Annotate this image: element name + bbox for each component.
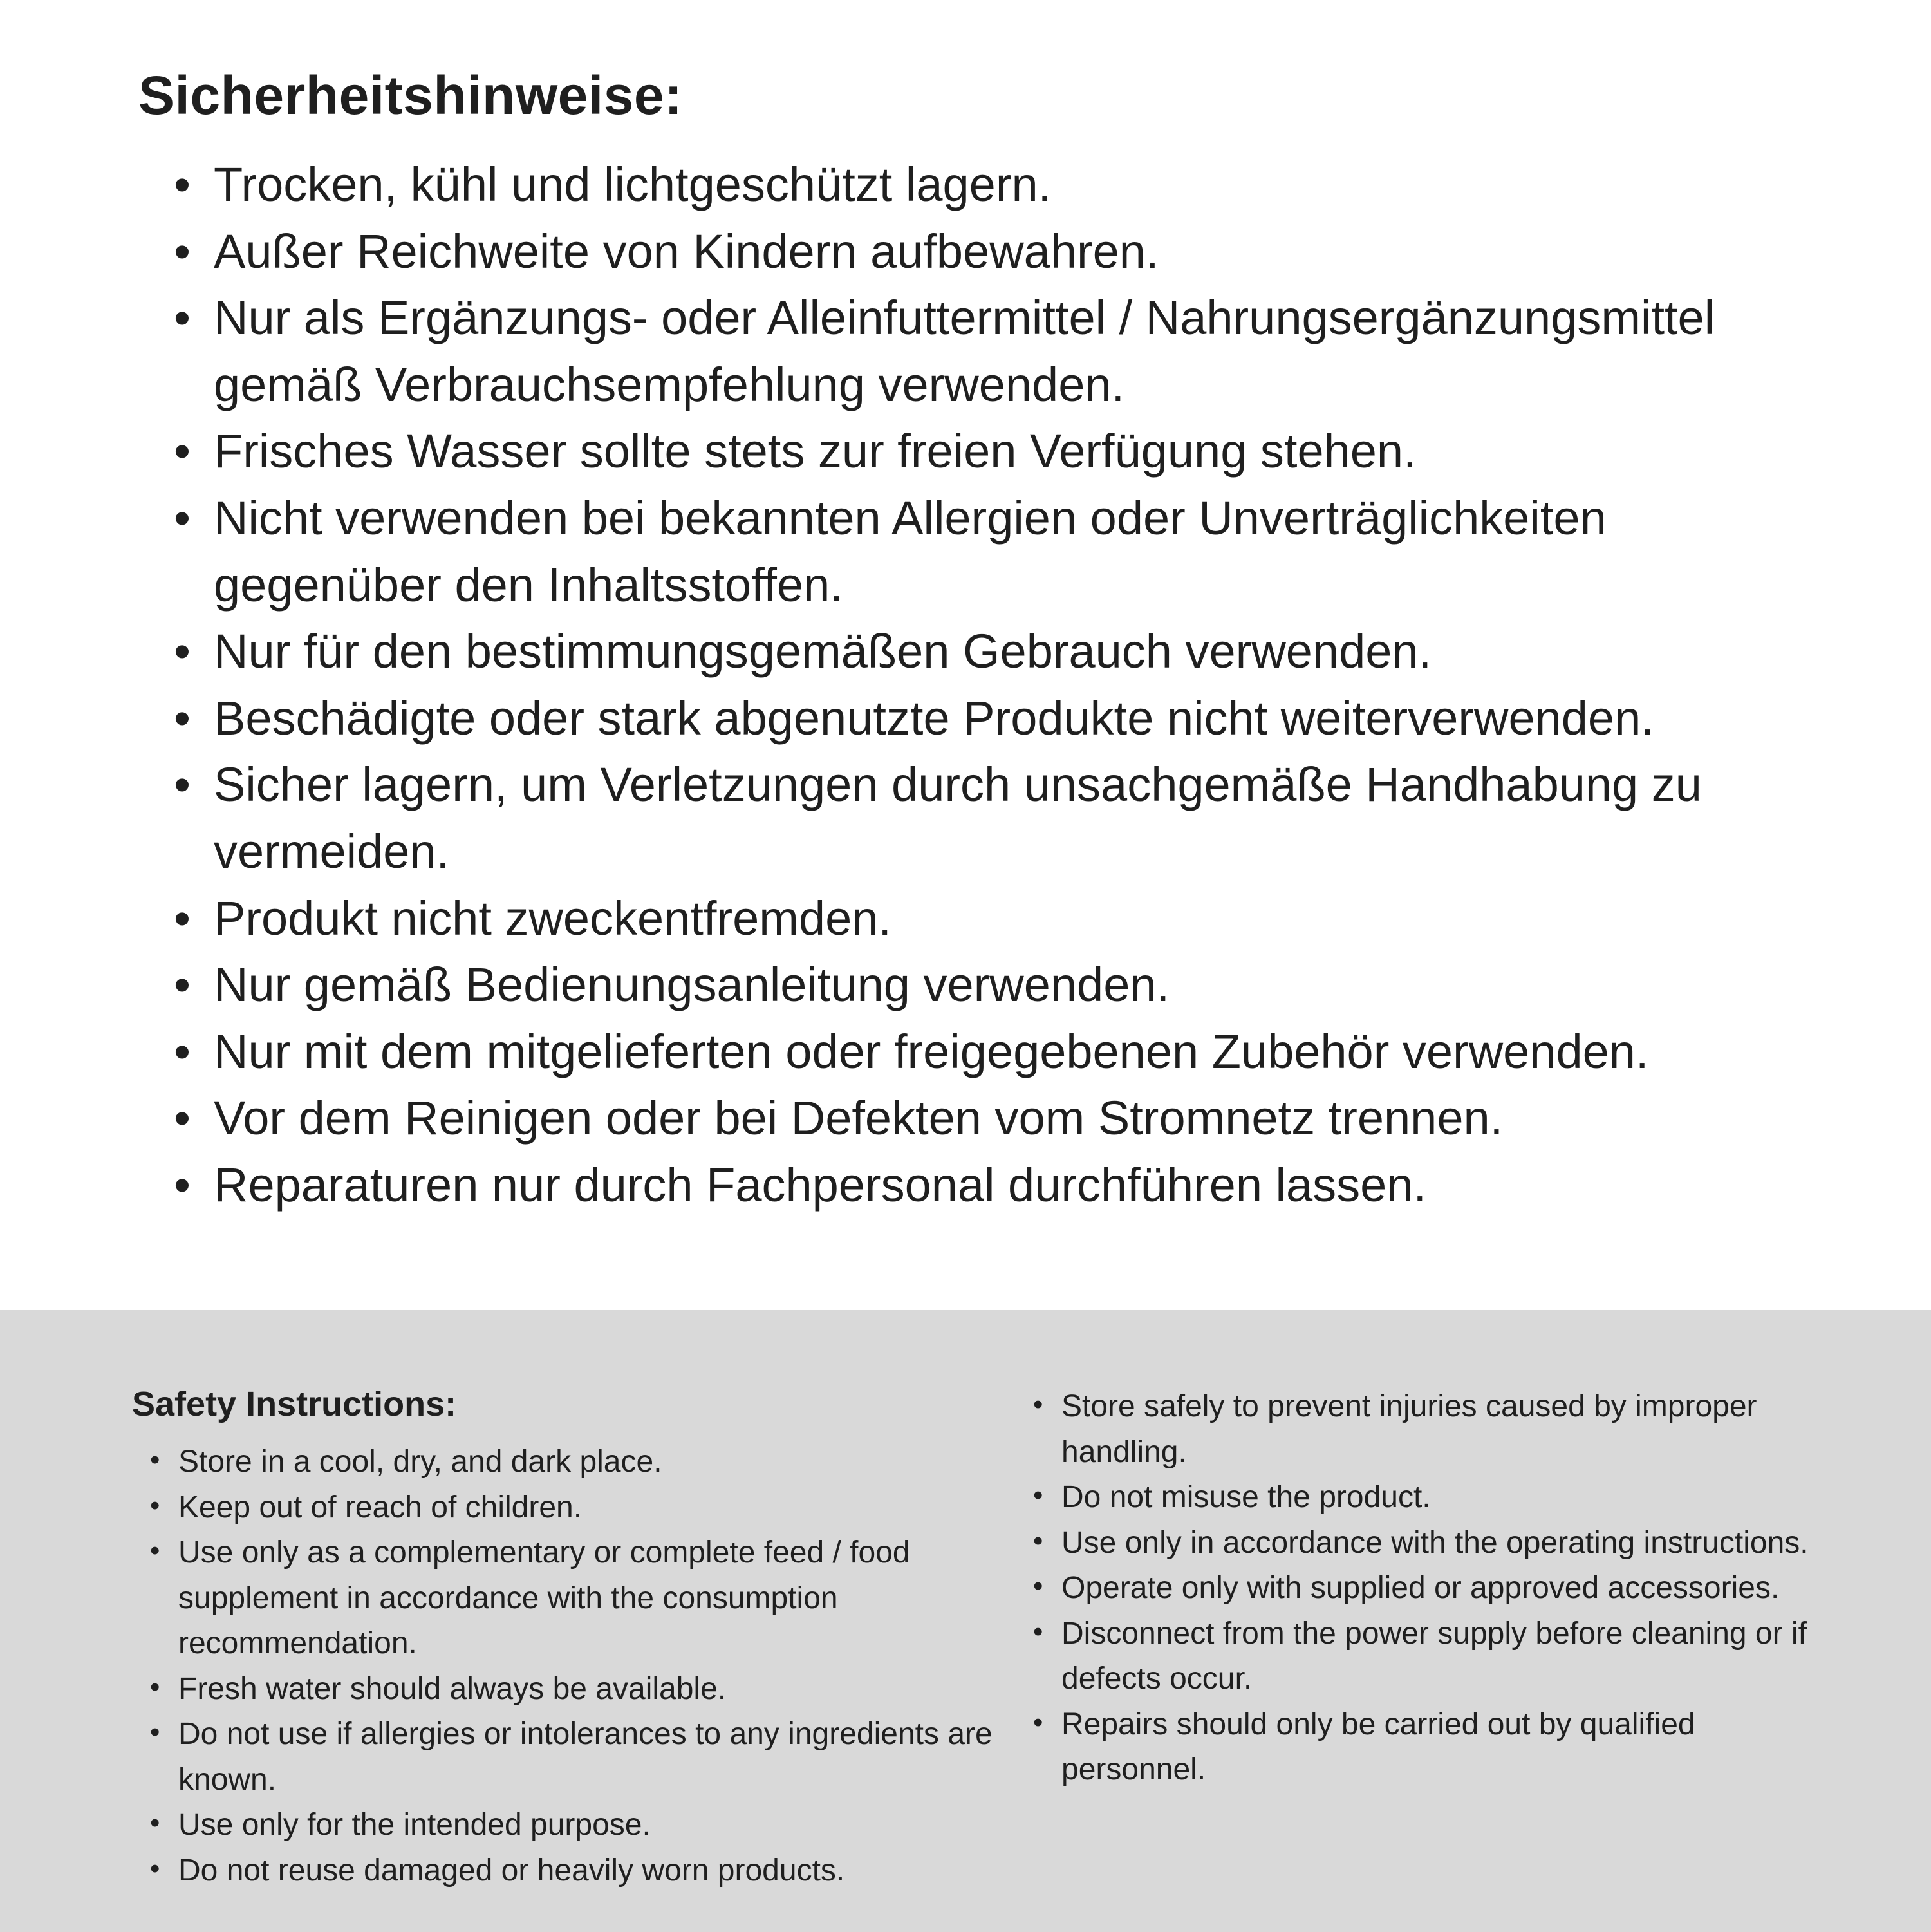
list-item: • Use only for the intended purpose. bbox=[150, 1803, 1033, 1848]
list-item: • Store in a cool, dry, and dark place. bbox=[150, 1440, 1033, 1485]
list-item: • Operate only with supplied or approved accessories. bbox=[1033, 1566, 1844, 1611]
list-item: • Do not reuse damaged or heavily worn products. bbox=[150, 1848, 1033, 1894]
list-item: • Nur gemäß Bedienungsanleitung verwenden. bbox=[174, 952, 1847, 1018]
list-item: • Use only as a complementary or complete feed / food supplement in accordance with the consumption recommendation. bbox=[150, 1530, 1033, 1667]
list-item: • Vor dem Reinigen oder bei Defekten vom Stromnetz trennen. bbox=[174, 1085, 1847, 1152]
list-item: • Store safely to prevent injuries caused by improper handling. bbox=[1033, 1384, 1844, 1475]
list-item: • Frisches Wasser sollte stets zur freien Verfügung stehen. bbox=[174, 418, 1847, 485]
list-item: • Disconnect from the power supply before cleaning or if defects occur. bbox=[1033, 1611, 1844, 1702]
list-item: • Fresh water should always be available. bbox=[150, 1667, 1033, 1712]
list-item: • Reparaturen nur durch Fachpersonal durchführen lassen. bbox=[174, 1152, 1847, 1219]
english-section-heading: Safety Instructions: bbox=[132, 1385, 457, 1423]
english-right-column bbox=[1033, 1384, 1844, 1893]
list-item: • Nur für den bestimmungsgemäßen Gebrauch verwenden. bbox=[174, 618, 1847, 685]
german-section-heading: Sicherheitshinweise: bbox=[138, 65, 683, 126]
list-item: • Nur als Ergänzungs- oder Alleinfuttermittel / Nahrungsergänzungsmittel gemäß Verbrauchsempfehlung verwenden. bbox=[174, 285, 1847, 418]
list-item: • Trocken, kühl und lichtgeschützt lagern. bbox=[174, 151, 1847, 218]
german-safety-list bbox=[174, 151, 1854, 1219]
list-item: • Do not misuse the product. bbox=[1033, 1475, 1844, 1521]
english-left-column bbox=[132, 1384, 1033, 1893]
list-item: • Keep out of reach of children. bbox=[150, 1485, 1033, 1531]
english-safety-list-right bbox=[1033, 1384, 1844, 1793]
english-safety-section bbox=[0, 1310, 1931, 1932]
list-item: • Repairs should only be carried out by qualified personnel. bbox=[1033, 1702, 1844, 1793]
list-item: • Nur mit dem mitgelieferten oder freigegebenen Zubehör verwenden. bbox=[174, 1018, 1847, 1085]
english-safety-list-left bbox=[150, 1440, 1033, 1893]
list-item: • Use only in accordance with the operating instructions. bbox=[1033, 1521, 1844, 1566]
list-item: • Produkt nicht zweckentfremden. bbox=[174, 885, 1847, 952]
list-item: • Do not use if allergies or intolerances to any ingredients are known. bbox=[150, 1712, 1033, 1803]
list-item: • Sicher lagern, um Verletzungen durch unsachgemäße Handhabung zu vermeiden. bbox=[174, 751, 1847, 885]
list-item: • Nicht verwenden bei bekannten Allergien oder Unverträglichkeiten gegenüber den Inhaltsstoffen. bbox=[174, 485, 1847, 618]
list-item: • Außer Reichweite von Kindern aufbewahren. bbox=[174, 218, 1847, 285]
list-item: • Beschädigte oder stark abgenutzte Produkte nicht weiterverwenden. bbox=[174, 685, 1847, 752]
